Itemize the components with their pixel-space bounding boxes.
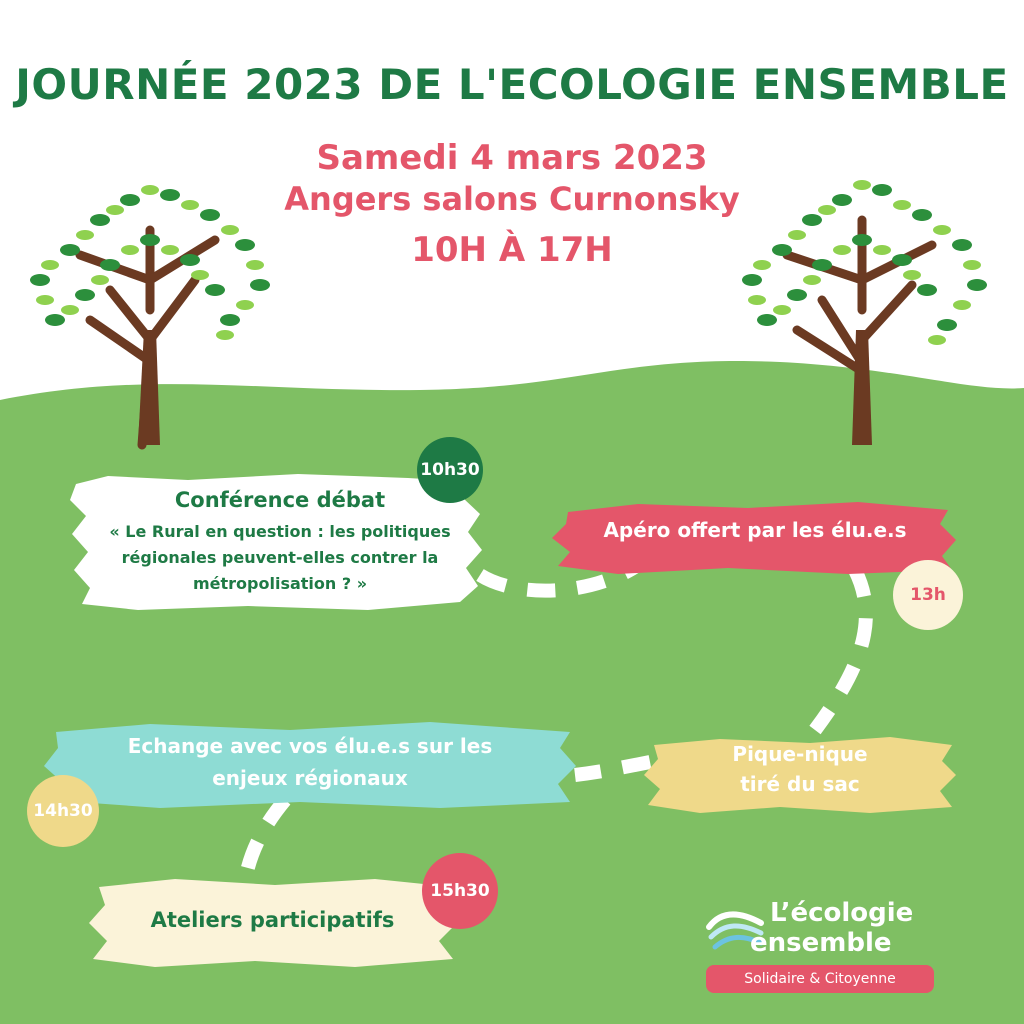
exchange-line-2: enjeux régionaux bbox=[212, 766, 408, 790]
conference-line-2: régionales peuvent-elles contrer la bbox=[121, 548, 439, 567]
event-date: Samedi 4 mars 2023 bbox=[316, 138, 708, 178]
time-badge-1430: 14h30 bbox=[27, 775, 99, 847]
picnic-line-2: tiré du sac bbox=[740, 772, 860, 796]
page-title: JOURNÉE 2023 DE L'ECOLOGIE ENSEMBLE bbox=[15, 60, 1009, 109]
exchange-line-1: Echange avec vos élu.e.s sur les bbox=[127, 734, 493, 758]
time-badge-13h: 13h bbox=[893, 560, 963, 630]
apero-label: Apéro offert par les élu.e.s bbox=[603, 518, 907, 542]
event-hours: 10H À 17H bbox=[411, 230, 613, 270]
logo-line-1: L’écologie bbox=[770, 898, 914, 928]
conference-title: Conférence débat bbox=[174, 488, 386, 512]
event-venue: Angers salons Curnonsky bbox=[284, 180, 740, 218]
conference-line-1: « Le Rural en question : les politiques bbox=[109, 522, 451, 541]
time-badge-1530: 15h30 bbox=[422, 853, 498, 929]
picnic-line-1: Pique-nique bbox=[732, 742, 868, 766]
conference-line-3: métropolisation ? » bbox=[192, 574, 368, 593]
logo-tagline: Solidaire & Citoyenne bbox=[706, 965, 934, 993]
logo-line-2: ensemble bbox=[750, 928, 892, 958]
time-badge-1030: 10h30 bbox=[417, 437, 483, 503]
ateliers-label: Ateliers participatifs bbox=[150, 908, 395, 932]
